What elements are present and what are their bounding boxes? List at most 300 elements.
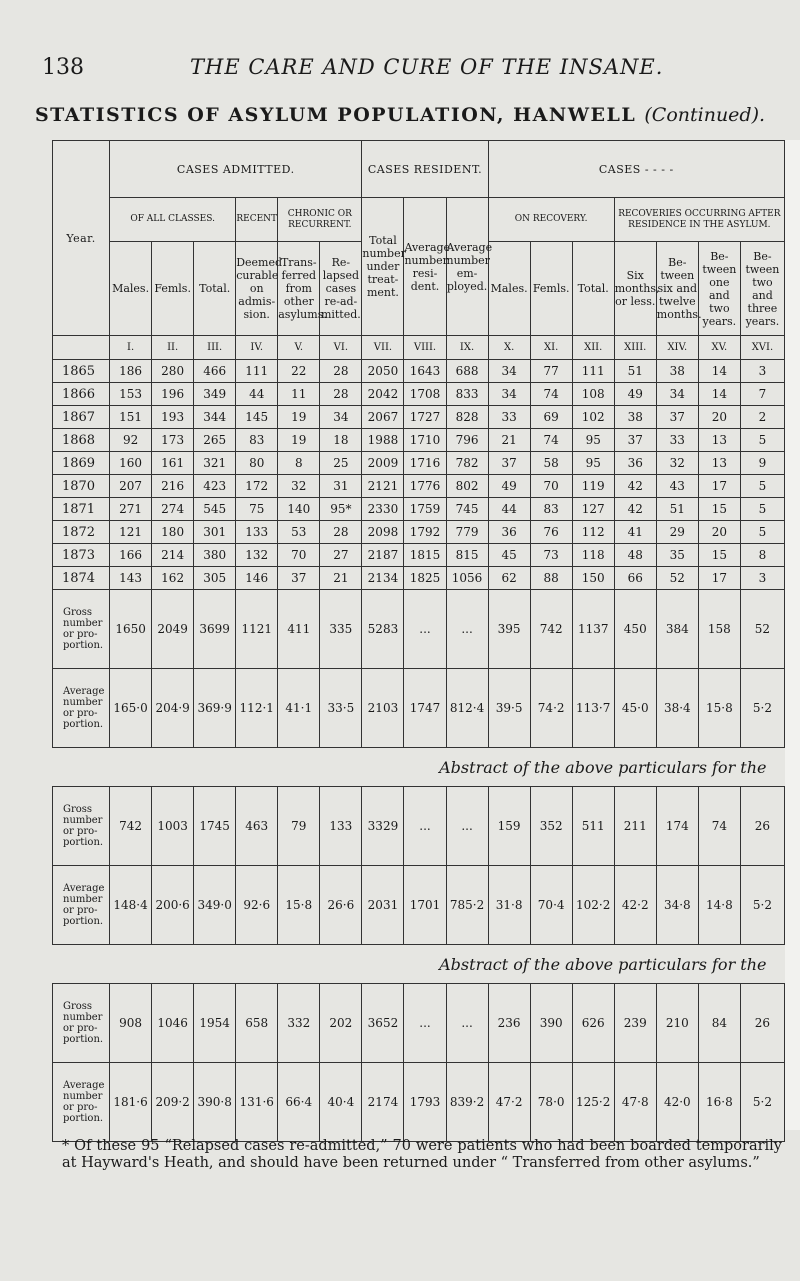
table-cell: 828 — [446, 406, 488, 429]
year-cell: 1874 — [53, 567, 110, 590]
table-cell: 196 — [152, 383, 194, 406]
table-title-main: STATISTICS OF ASYLUM POPULATION, HANWELL — [34, 104, 637, 126]
table-cell: 34 — [488, 383, 530, 406]
table-cell: 162 — [152, 567, 194, 590]
table-cell: 166 — [110, 544, 152, 567]
table-cell: 13 — [698, 452, 740, 475]
table-cell: 29 — [656, 521, 698, 544]
table-cell: 214 — [152, 544, 194, 567]
table-cell: 95 — [572, 452, 614, 475]
roman-numeral: IX. — [446, 336, 488, 360]
summary-cell: 2049 — [152, 590, 194, 669]
table-cell: 33 — [656, 429, 698, 452]
summary-cell: 1954 — [194, 984, 236, 1063]
summary-cell: 335 — [320, 590, 362, 669]
gross-row — [53, 787, 785, 866]
summary-cell: 133 — [320, 787, 362, 866]
year-cell: 1866 — [53, 383, 110, 406]
year-cell: 1867 — [53, 406, 110, 429]
summary-cell: 5283 — [362, 590, 404, 669]
running-head: THE CARE AND CURE OF THE INSANE. — [190, 55, 664, 79]
col-header-5: Trans-ferred from other asylums. — [278, 242, 320, 336]
table-cell: 1056 — [446, 567, 488, 590]
table-cell: 216 — [152, 475, 194, 498]
summary-cell: 39·5 — [488, 669, 530, 748]
summary-cell: 1701 — [404, 866, 446, 945]
table-cell: 95* — [320, 498, 362, 521]
summary-cell: 2103 — [362, 669, 404, 748]
table-cell: 2134 — [362, 567, 404, 590]
year-cell: 1868 — [53, 429, 110, 452]
roman-numeral: IV. — [236, 336, 278, 360]
summary-cell: 34·8 — [656, 866, 698, 945]
table-cell: 145 — [236, 406, 278, 429]
table-cell: 688 — [446, 360, 488, 383]
summary-cell: 1003 — [152, 787, 194, 866]
summary-cell: 113·7 — [572, 669, 614, 748]
table-cell: 150 — [572, 567, 614, 590]
summary-cell: ... — [446, 984, 488, 1063]
summary-cell: 47·8 — [614, 1063, 656, 1142]
table-cell: 15 — [698, 544, 740, 567]
table-row — [53, 360, 785, 383]
table-cell: 51 — [656, 498, 698, 521]
table-cell: 132 — [236, 544, 278, 567]
table-cell: 301 — [194, 521, 236, 544]
table-cell: 28 — [320, 360, 362, 383]
summary-cell: 202 — [320, 984, 362, 1063]
summary-cell: 785·2 — [446, 866, 488, 945]
table-cell: 19 — [278, 429, 320, 452]
roman-numeral: I. — [110, 336, 152, 360]
summary-cell: 112·1 — [236, 669, 278, 748]
summary-cell: 200·6 — [152, 866, 194, 945]
table-cell: 5 — [740, 521, 784, 544]
table-cell: 76 — [530, 521, 572, 544]
summary-cell: 2031 — [362, 866, 404, 945]
summary-cell: 450 — [614, 590, 656, 669]
summary-cell: 174 — [656, 787, 698, 866]
table-cell: 380 — [194, 544, 236, 567]
table-cell: 2042 — [362, 383, 404, 406]
summary-cell: 31·8 — [488, 866, 530, 945]
table-cell: 349 — [194, 383, 236, 406]
year-cell: 1872 — [53, 521, 110, 544]
table-cell: 73 — [530, 544, 572, 567]
table-cell: 27 — [320, 544, 362, 567]
summary-cell: 5·2 — [740, 669, 784, 748]
table-cell: 133 — [236, 521, 278, 544]
summary-cell: 1137 — [572, 590, 614, 669]
table-cell: 83 — [236, 429, 278, 452]
table-cell: 7 — [740, 383, 784, 406]
table-cell: 545 — [194, 498, 236, 521]
table-cell: 53 — [278, 521, 320, 544]
gross-label: Gross number or pro-portion. — [53, 590, 110, 669]
abstract-row — [53, 945, 785, 984]
col-header-2: Femls. — [152, 242, 194, 336]
summary-cell: 148·4 — [110, 866, 152, 945]
table-cell: 41 — [614, 521, 656, 544]
table-cell: 74 — [530, 383, 572, 406]
table-cell: 36 — [614, 452, 656, 475]
table-cell: 35 — [656, 544, 698, 567]
summary-cell: 47·2 — [488, 1063, 530, 1142]
summary-cell: 239 — [614, 984, 656, 1063]
table-cell: 265 — [194, 429, 236, 452]
table-cell: 280 — [152, 360, 194, 383]
table-cell: 1710 — [404, 429, 446, 452]
table-cell: 9 — [740, 452, 784, 475]
footnote: * Of these 95 “Relapsed cases re-admitted,” 70 were patients who had been boarded temporarily at Hayward's Heath, and should have been returned under “ Transferred from other asylums.” — [62, 1138, 782, 1171]
table-cell: 2098 — [362, 521, 404, 544]
summary-cell: 3329 — [362, 787, 404, 866]
table-cell: 37 — [656, 406, 698, 429]
table-cell: 14 — [698, 383, 740, 406]
year-cell: 1871 — [53, 498, 110, 521]
summary-cell: 45·0 — [614, 669, 656, 748]
table-cell: 13 — [698, 429, 740, 452]
col-header-13: Six months, or less. — [614, 242, 656, 336]
table-cell: 32 — [656, 452, 698, 475]
summary-cell: 74 — [698, 787, 740, 866]
summary-cell: 1745 — [194, 787, 236, 866]
table-cell: 127 — [572, 498, 614, 521]
table-title-suffix: (Continued). — [644, 104, 766, 126]
summary-cell: 15·8 — [698, 669, 740, 748]
summary-cell: ... — [446, 590, 488, 669]
roman-numeral: VII. — [362, 336, 404, 360]
header-recoveries-after: RECOVERIES OCCURRING AFTER RESIDENCE IN THE ASYLUM. — [614, 198, 784, 242]
summary-cell: 84 — [698, 984, 740, 1063]
summary-cell: 369·9 — [194, 669, 236, 748]
table-cell: 1988 — [362, 429, 404, 452]
table-cell: 44 — [236, 383, 278, 406]
summary-cell: 2174 — [362, 1063, 404, 1142]
table-cell: 143 — [110, 567, 152, 590]
table-cell: 2009 — [362, 452, 404, 475]
summary-cell: 511 — [572, 787, 614, 866]
summary-cell: 3699 — [194, 590, 236, 669]
average-row — [53, 669, 785, 748]
table-cell: 28 — [320, 383, 362, 406]
average-label: Average number or pro-portion. — [53, 866, 110, 945]
page-number: 138 — [42, 55, 84, 80]
table-cell: 815 — [446, 544, 488, 567]
summary-cell: 15·8 — [278, 866, 320, 945]
summary-cell: 181·6 — [110, 1063, 152, 1142]
summary-cell: 42·2 — [614, 866, 656, 945]
table-row — [53, 406, 785, 429]
abstract-row — [53, 748, 785, 787]
table-cell: 62 — [488, 567, 530, 590]
roman-numeral: X. — [488, 336, 530, 360]
summary-cell: 236 — [488, 984, 530, 1063]
roman-numeral: XVI. — [740, 336, 784, 360]
col-header-15: Be-tween one and two years. — [698, 242, 740, 336]
table-cell: 1643 — [404, 360, 446, 383]
table-cell: 5 — [740, 429, 784, 452]
summary-cell: 839·2 — [446, 1063, 488, 1142]
roman-numeral: XIII. — [614, 336, 656, 360]
table-cell: 2187 — [362, 544, 404, 567]
table-cell: 83 — [530, 498, 572, 521]
summary-cell: 742 — [110, 787, 152, 866]
header-cases-admitted: CASES ADMITTED. — [110, 141, 362, 198]
summary-cell: 158 — [698, 590, 740, 669]
table-cell: 8 — [740, 544, 784, 567]
col-header-3: Total. — [194, 242, 236, 336]
summary-cell: 390·8 — [194, 1063, 236, 1142]
table-cell: 5 — [740, 498, 784, 521]
summary-cell: 33·5 — [320, 669, 362, 748]
summary-cell: 26 — [740, 787, 784, 866]
table-cell: 1776 — [404, 475, 446, 498]
table-cell: 344 — [194, 406, 236, 429]
summary-cell: 42·0 — [656, 1063, 698, 1142]
table-cell: 271 — [110, 498, 152, 521]
table-cell: 121 — [110, 521, 152, 544]
table-cell: 151 — [110, 406, 152, 429]
table-cell: 20 — [698, 521, 740, 544]
table-cell: 49 — [614, 383, 656, 406]
summary-cell: 165·0 — [110, 669, 152, 748]
roman-empty — [53, 336, 110, 360]
table-row — [53, 521, 785, 544]
statistics-table — [52, 140, 785, 1142]
table-cell: 3 — [740, 360, 784, 383]
table-cell: 321 — [194, 452, 236, 475]
roman-numeral: XII. — [572, 336, 614, 360]
table-cell: 22 — [278, 360, 320, 383]
table-cell: 17 — [698, 475, 740, 498]
gross-label: Gross number or pro-portion. — [53, 984, 110, 1063]
summary-cell: 52 — [740, 590, 784, 669]
table-cell: 34 — [488, 360, 530, 383]
table-cell: 11 — [278, 383, 320, 406]
table-cell: 108 — [572, 383, 614, 406]
table-cell: 119 — [572, 475, 614, 498]
summary-cell: 5·2 — [740, 1063, 784, 1142]
summary-cell: 210 — [656, 984, 698, 1063]
summary-cell: 159 — [488, 787, 530, 866]
year-cell: 1869 — [53, 452, 110, 475]
table-cell: 1759 — [404, 498, 446, 521]
table-cell: 36 — [488, 521, 530, 544]
table-cell: 44 — [488, 498, 530, 521]
table-cell: 42 — [614, 498, 656, 521]
summary-cell: 41·1 — [278, 669, 320, 748]
table-cell: 833 — [446, 383, 488, 406]
summary-cell: 125·2 — [572, 1063, 614, 1142]
table-row — [53, 452, 785, 475]
table-cell: 207 — [110, 475, 152, 498]
summary-cell: 390 — [530, 984, 572, 1063]
abstract-heading: Abstract of the above particulars for the — [53, 748, 785, 787]
summary-cell: 70·4 — [530, 866, 572, 945]
table-cell: 75 — [236, 498, 278, 521]
table-cell: 796 — [446, 429, 488, 452]
table-cell: 2 — [740, 406, 784, 429]
summary-cell: 352 — [530, 787, 572, 866]
roman-numeral: VI. — [320, 336, 362, 360]
summary-cell: 209·2 — [152, 1063, 194, 1142]
summary-cell: 26·6 — [320, 866, 362, 945]
roman-numeral: XIV. — [656, 336, 698, 360]
summary-cell: 626 — [572, 984, 614, 1063]
table-cell: 69 — [530, 406, 572, 429]
col-header-16: Be-tween two and three years. — [740, 242, 784, 336]
gross-row — [53, 590, 785, 669]
table-cell: 112 — [572, 521, 614, 544]
summary-cell: 14·8 — [698, 866, 740, 945]
table-cell: 70 — [530, 475, 572, 498]
col-header-8: Average number resi-dent. — [404, 198, 446, 336]
year-cell: 1865 — [53, 360, 110, 383]
header-cases: CASES - - - - — [488, 141, 784, 198]
roman-numeral: XV. — [698, 336, 740, 360]
table-cell: 70 — [278, 544, 320, 567]
table-cell: 38 — [614, 406, 656, 429]
table-cell: 2050 — [362, 360, 404, 383]
table-cell: 37 — [614, 429, 656, 452]
table-cell: 21 — [320, 567, 362, 590]
table-cell: 1815 — [404, 544, 446, 567]
table-cell: 1708 — [404, 383, 446, 406]
gross-row — [53, 984, 785, 1063]
table-cell: 8 — [278, 452, 320, 475]
table-cell: 45 — [488, 544, 530, 567]
summary-cell: 102·2 — [572, 866, 614, 945]
table-cell: 43 — [656, 475, 698, 498]
summary-cell: 204·9 — [152, 669, 194, 748]
gross-label: Gross number or pro-portion. — [53, 787, 110, 866]
header-chronic: CHRONIC OR RECURRENT. — [278, 198, 362, 242]
header-of-all-classes: OF ALL CLASSES. — [110, 198, 236, 242]
summary-cell: 1747 — [404, 669, 446, 748]
table-cell: 140 — [278, 498, 320, 521]
table-cell: 58 — [530, 452, 572, 475]
header-cases-resident: CASES RESIDENT. — [362, 141, 488, 198]
table-cell: 423 — [194, 475, 236, 498]
table-cell: 153 — [110, 383, 152, 406]
summary-cell: ... — [404, 787, 446, 866]
table-cell: 20 — [698, 406, 740, 429]
table-cell: 1716 — [404, 452, 446, 475]
summary-cell: 92·6 — [236, 866, 278, 945]
year-cell: 1870 — [53, 475, 110, 498]
table-cell: 49 — [488, 475, 530, 498]
table-cell: 745 — [446, 498, 488, 521]
summary-cell: 79 — [278, 787, 320, 866]
summary-cell: 1793 — [404, 1063, 446, 1142]
roman-numeral-row — [53, 336, 785, 360]
table-cell: 466 — [194, 360, 236, 383]
table-row — [53, 383, 785, 406]
table-row — [53, 475, 785, 498]
summary-cell: 908 — [110, 984, 152, 1063]
table-cell: 173 — [152, 429, 194, 452]
table-row — [53, 429, 785, 452]
table-cell: 111 — [236, 360, 278, 383]
summary-cell: 211 — [614, 787, 656, 866]
table-cell: 779 — [446, 521, 488, 544]
table-cell: 17 — [698, 567, 740, 590]
table-cell: 782 — [446, 452, 488, 475]
table-cell: 172 — [236, 475, 278, 498]
table-cell: 33 — [488, 406, 530, 429]
table-cell: 15 — [698, 498, 740, 521]
table-title — [0, 104, 800, 126]
table-cell: 34 — [656, 383, 698, 406]
table-cell: 77 — [530, 360, 572, 383]
col-header-12: Total. — [572, 242, 614, 336]
table-cell: 1727 — [404, 406, 446, 429]
summary-cell: 66·4 — [278, 1063, 320, 1142]
summary-cell: 658 — [236, 984, 278, 1063]
summary-cell: 349·0 — [194, 866, 236, 945]
summary-cell: 16·8 — [698, 1063, 740, 1142]
col-header-6: Re-lapsed cases re-ad-mitted. — [320, 242, 362, 336]
table-cell: 802 — [446, 475, 488, 498]
col-header-10: Males. — [488, 242, 530, 336]
col-header-4: Deemed curable on admis-sion. — [236, 242, 278, 336]
summary-cell: 78·0 — [530, 1063, 572, 1142]
average-label: Average number or pro-portion. — [53, 1063, 110, 1142]
table-cell: 102 — [572, 406, 614, 429]
summary-cell: 332 — [278, 984, 320, 1063]
average-label: Average number or pro-portion. — [53, 669, 110, 748]
table-cell: 14 — [698, 360, 740, 383]
roman-numeral: V. — [278, 336, 320, 360]
table-cell: 193 — [152, 406, 194, 429]
table-cell: 118 — [572, 544, 614, 567]
col-header-9: Average number em-ployed. — [446, 198, 488, 336]
average-row — [53, 1063, 785, 1142]
table-cell: 66 — [614, 567, 656, 590]
header-on-recovery: ON RECOVERY. — [488, 198, 614, 242]
table-cell: 74 — [530, 429, 572, 452]
table-cell: 48 — [614, 544, 656, 567]
table-cell: 92 — [110, 429, 152, 452]
table-cell: 160 — [110, 452, 152, 475]
abstract-heading: Abstract of the above particulars for the — [53, 945, 785, 984]
table-cell: 3 — [740, 567, 784, 590]
table-cell: 161 — [152, 452, 194, 475]
table-cell: 1825 — [404, 567, 446, 590]
header-year: Year. — [53, 141, 110, 336]
roman-numeral: III. — [194, 336, 236, 360]
table-cell: 52 — [656, 567, 698, 590]
table-cell: 18 — [320, 429, 362, 452]
summary-cell: 26 — [740, 984, 784, 1063]
summary-cell: 74·2 — [530, 669, 572, 748]
summary-cell: 3652 — [362, 984, 404, 1063]
summary-cell: 1121 — [236, 590, 278, 669]
summary-cell: 411 — [278, 590, 320, 669]
col-header-1: Males. — [110, 242, 152, 336]
summary-cell: 463 — [236, 787, 278, 866]
table-cell: 111 — [572, 360, 614, 383]
table-cell: 5 — [740, 475, 784, 498]
table-cell: 37 — [278, 567, 320, 590]
table-row — [53, 567, 785, 590]
table-row — [53, 544, 785, 567]
roman-numeral: VIII. — [404, 336, 446, 360]
table-cell: 1792 — [404, 521, 446, 544]
table-cell: 274 — [152, 498, 194, 521]
table-cell: 146 — [236, 567, 278, 590]
